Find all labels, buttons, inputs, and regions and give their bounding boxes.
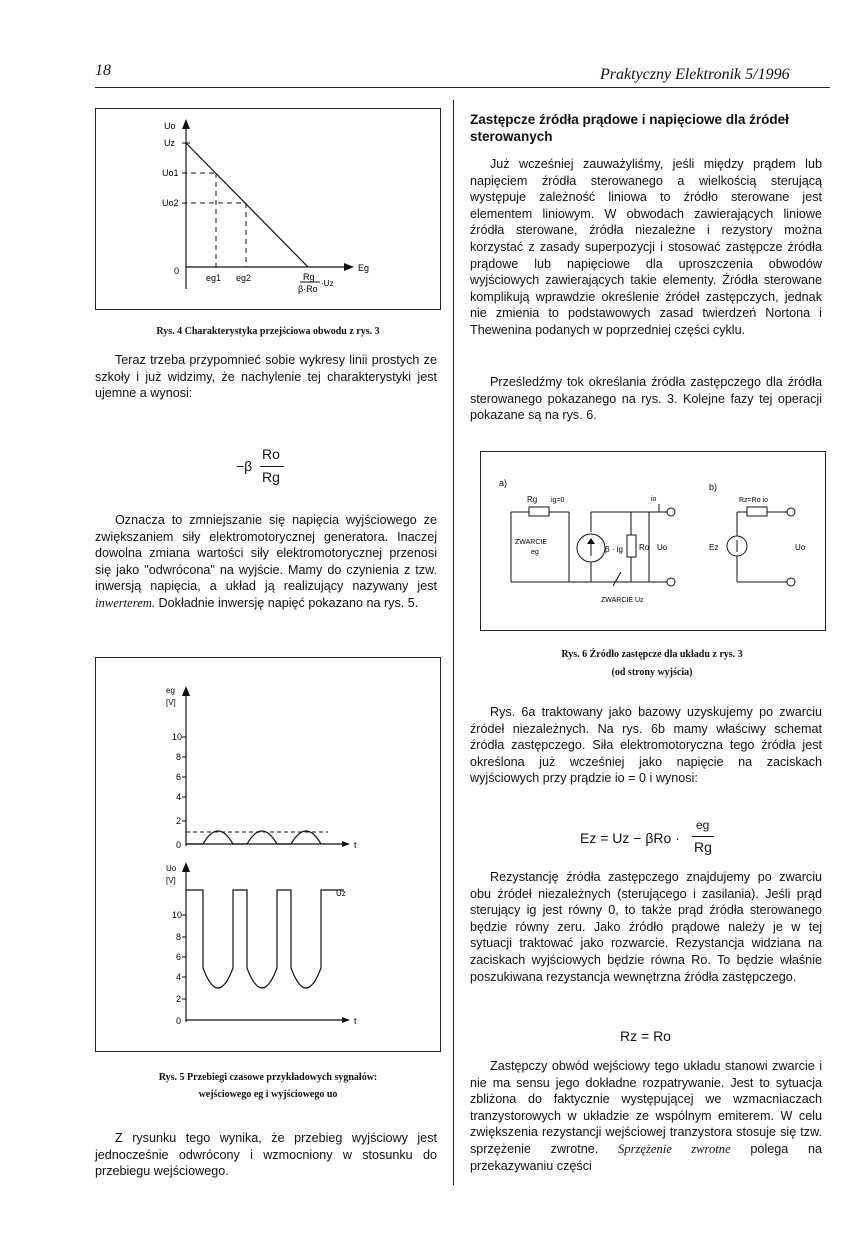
formula-ez-lhs: Ez = Uz − βRo ·: [580, 830, 680, 846]
formula-ez-bar: [692, 836, 714, 837]
fig5-bot-t: t: [354, 1016, 357, 1026]
fig4-x-arrow: [344, 263, 354, 271]
figure-6-frame: [480, 451, 826, 631]
fig4-label-uo: Uo: [164, 121, 176, 131]
fig6b-terminal-top: [787, 508, 795, 516]
right-para-5-b: polega na przekazywaniu części: [470, 1141, 823, 1173]
fig5-bot-x-arrow: [342, 1017, 350, 1023]
header-rule: [95, 87, 830, 88]
journal-title: Praktyczny Elektronik 5/1996: [600, 66, 790, 83]
fig6a-ro: [627, 535, 636, 557]
fig4-label-uz: Uz: [164, 138, 175, 148]
figure-6-caption-2: (od strony wyjścia): [611, 667, 693, 678]
fig5-top-tick: 2: [176, 816, 182, 826]
fig4-y-arrow: [182, 119, 190, 129]
formula-slope-bar: [260, 466, 284, 467]
formula-slope: [236, 446, 296, 492]
formula-slope-den: Rg: [262, 469, 280, 485]
right-para-4: Rezystancję źródła zastępczego znajdujemy po zwarciu obu źródeł niezależnych (sterującego i zasilania). Jeśli prąd sterujący ig jest równy 0, to także prąd źródła sterowanego będzie równy zeru. Jako źródło prądowe należy je w tej sytuacji traktować jako rozwarcie. Rezystancja widziana na zaciskach wyjściowych będzie równa Ro. To będzie właśnie poszukiwana rezystancja wewnętrzna źródła zastępczego.: [470, 870, 822, 984]
right-para-5: [470, 1058, 822, 1174]
figure-5-chart: [96, 658, 440, 1051]
fig5-bot-tick: 6: [176, 952, 182, 962]
fig4-frac-den: β·Ro: [298, 284, 318, 294]
fig5-top-y-arrow: [182, 686, 190, 696]
fig4-label-uo1: Uo1: [162, 168, 179, 178]
figure-6-circuit: [481, 452, 825, 630]
fig5-top-t: t: [354, 840, 357, 850]
left-para-2-a: Oznacza to zmniejszanie się napięcia wyjściowego ze zwiększaniem siły elektromotorycznej generatora. Inaczej dowolna zmiana wartości siły elektromotorycznej przenosi się jako "odwrócona" na wyjście. Mamy do czynienia z tzw. inwersją napięcia, a układ ją realizujący nazywany jest: [95, 513, 437, 594]
left-para-1: Teraz trzeba przypomnieć sobie wykresy linii prostych ze szkoły i już widzimy, że nachylenie tej charakterystyki jest ujemne a wynosi:: [95, 353, 437, 401]
fig5-top-tick: 0: [176, 840, 182, 850]
right-para-1: Już wcześniej zauważyliśmy, jeśli między prądem lub napięciem źródła sterowanego a wielkością sterującą występuje zależność liniowa to źródło sterowane jest elementem liniowym. W obwodach zawierających liniowe źródła sterowane, źródła niezależne i rezystory można korzystać z zasady superpozycji i stosować zastępcze źródła prądowe lub napięciowe dla uproszczenia obwodów wyjściowych zawierających takie elementy. Źródła sterowane komplikują wprawdzie określenie źródeł zastępczych, jednak nie zmienia to podstawowych zasad twierdzeń Nortona i Thewenina podanych w poprzedniej części cyklu.: [470, 157, 822, 337]
fig5-uo-wave: [186, 890, 344, 988]
fig5-bot-tick: 4: [176, 972, 182, 982]
fig6a-terminal-bot: [667, 578, 675, 586]
fig6-label-uo-b: Uo: [795, 543, 806, 552]
fig5-eg-wave: [186, 831, 321, 844]
fig6-label-ez: Ez: [709, 543, 719, 552]
fig4-transfer-line: [186, 143, 308, 267]
section-heading: Zastępcze źródła prądowe i napięciowe dla źródeł sterowanych: [470, 112, 789, 144]
right-para-5-term: Sprzężenie zwrotne: [618, 1141, 731, 1156]
fig5-bot-tick: 0: [176, 1016, 182, 1026]
fig4-label-zero: 0: [174, 266, 180, 276]
fig4-label-eg1: eg1: [206, 273, 222, 283]
fig6-label-io: io: [651, 496, 657, 503]
fig5-bot-ticks: [172, 910, 182, 1026]
fig5-top-tick: 4: [176, 792, 182, 802]
formula-slope-prefix: −β: [236, 458, 253, 474]
fig5-bot-y-arrow: [182, 862, 190, 872]
fig5-bot-tick: 8: [176, 932, 182, 942]
formula-ez-num: eg: [696, 818, 710, 832]
fig6b-terminal-bot: [787, 578, 795, 586]
fig6a-zwarcie-pointer: [613, 572, 621, 586]
fig6-label-eg: eg: [531, 549, 539, 556]
fig5-bot-tick: 10: [172, 910, 183, 920]
figure-4-frame: [95, 108, 441, 310]
fig6-label-ro: Ro: [639, 543, 650, 552]
fig5-top-tick: 6: [176, 772, 182, 782]
formula-ez-den: Rg: [694, 839, 712, 855]
right-para-2: Prześledźmy tok określania źródła zastępczego dla źródła sterowanego pokazanego na rys. 3. Kolejne fazy tej operacji pokazane są na rys. 6.: [470, 375, 822, 423]
fig6-label-ig0: ig=0: [551, 497, 565, 504]
right-para-5-a: Zastępczy obwód wejściowy tego układu stanowi zwarcie i nie ma sensu jego dokładne rozpatrywanie. Jest to sytuacja zbliżona do faktycznie występującej we wzmacniaczach tranzystorowych w układzie ze wspólnym emiterem. W celu zwiększenia rezystancji wejściowej tranzystora stosuje się tzw. sprzężenie zwrotne.: [470, 1059, 822, 1156]
left-para-2-b: Dokładnie inwersję napięć pokazano na rys. 5.: [155, 595, 419, 610]
formula-ez: [580, 818, 740, 864]
left-para-2-term: inwerterem.: [95, 595, 156, 610]
fig6-label-rz: Rz=Ro io: [739, 497, 768, 504]
right-para-3: Rys. 6a traktowany jako bazowy uzyskujemy po zwarciu źródeł niezależnych. Na rys. 6b mamy właściwy schemat źródła zastępczego. Siła elektromotoryczna tego źródła jest określona już wcześniej jako napięcie na zaciskach wyjściowych przy prądzie io = 0 i wynosi:: [470, 705, 822, 786]
fig5-top-tick: 10: [172, 732, 183, 742]
left-para-2: [95, 512, 437, 612]
fig5-top-label-2: [V]: [166, 698, 176, 707]
fig6-label-b: b): [709, 482, 718, 492]
figure-4-chart: [96, 109, 440, 309]
left-para-3: Z rysunku tego wynika, że przebieg wyjściowy jest jednocześnie odwrócony i wzmocniony w stosunku do przebiegu wejściowego.: [95, 1131, 437, 1179]
formula-slope-num: Ro: [262, 446, 280, 462]
fig5-bot-tick: 2: [176, 994, 182, 1004]
fig6-label-a: a): [499, 478, 508, 488]
formula-rz: Rz = Ro: [620, 1028, 671, 1044]
fig4-label-eg2: eg2: [236, 273, 252, 283]
fig5-top-ticks: [172, 732, 182, 850]
fig6-label-beta-ig: β · ig: [605, 545, 623, 554]
fig5-bot-label-1: Uo: [166, 864, 177, 873]
fig5-bot-label-2: [V]: [166, 876, 176, 885]
fig5-top-tick: 8: [176, 752, 182, 762]
figure-5-caption-2: wejściowego eg i wyjściowego uo: [198, 1089, 338, 1100]
fig6-label-uo-a: Uo: [657, 543, 668, 552]
figure-5-caption-1: Rys. 5 Przebiegi czasowe przykładowych sygnałów:: [158, 1072, 378, 1083]
fig5-uz-label: Uz: [336, 889, 346, 898]
figure-4-caption: Rys. 4 Charakterystyka przejściowa obwodu z rys. 3: [156, 326, 380, 337]
fig6b-rz: [747, 507, 767, 516]
fig4-label-eg: Eg: [358, 263, 370, 273]
figure-6-caption-1: Rys. 6 Źródło zastępcze dla układu z rys. 3: [561, 649, 743, 660]
figure-5-frame: [95, 657, 441, 1052]
fig4-label-uo2: Uo2: [162, 198, 179, 208]
fig6a-terminal-top: [667, 508, 675, 516]
fig4-frac-num: Rg: [303, 272, 315, 282]
page-number: 18: [95, 62, 111, 79]
fig5-top-x-arrow: [342, 841, 350, 847]
fig6-label-zwarcie2: ZWARCIE Uz: [601, 597, 644, 604]
fig6a-rg: [529, 507, 549, 516]
fig4-frac-uz: ·Uz: [321, 279, 334, 288]
fig6-label-zwarcie1: ZWARCIE: [515, 539, 548, 546]
fig6-label-rg: Rg: [527, 495, 538, 504]
fig5-top-label-1: eg: [166, 686, 175, 695]
column-divider: [453, 100, 454, 1185]
